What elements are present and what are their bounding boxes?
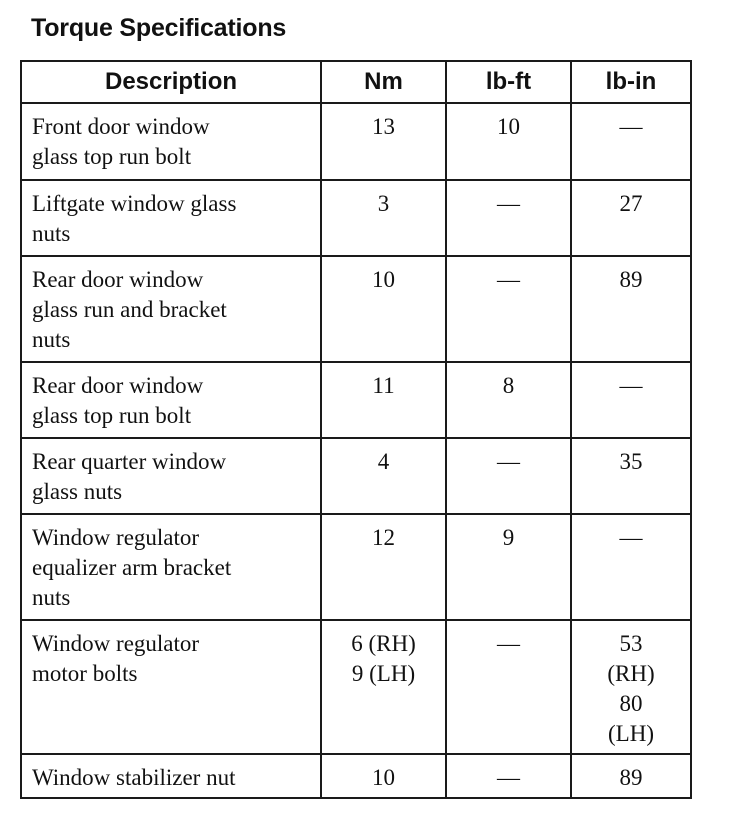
nm-cell: 10 — [321, 754, 446, 798]
table-header-row — [21, 61, 691, 103]
lb-in-cell: — — [571, 103, 691, 180]
lb-ft-cell: 9 — [446, 514, 571, 620]
table-row — [21, 754, 691, 798]
lb-in-cell: 35 — [571, 438, 691, 514]
lb-ft-cell: — — [446, 438, 571, 514]
table-row — [21, 180, 691, 256]
table-row — [21, 438, 691, 514]
nm-cell: 6 (RH) 9 (LH) — [321, 620, 446, 754]
table-row — [21, 103, 691, 180]
lb-ft-cell: — — [446, 620, 571, 754]
column-header-lb-ft: lb-ft — [446, 61, 571, 103]
description-cell: Rear door window glass run and bracket nuts — [21, 256, 321, 362]
nm-cell: 11 — [321, 362, 446, 438]
nm-cell: 12 — [321, 514, 446, 620]
lb-in-cell: — — [571, 514, 691, 620]
torque-specifications-table — [20, 60, 692, 799]
page-title: Torque Specifications — [31, 14, 287, 42]
table-row — [21, 620, 691, 754]
nm-cell: 3 — [321, 180, 446, 256]
table-row — [21, 514, 691, 620]
lb-ft-cell: — — [446, 256, 571, 362]
lb-ft-cell: — — [446, 754, 571, 798]
lb-in-cell: 27 — [571, 180, 691, 256]
column-header-description: Description — [21, 61, 321, 103]
lb-ft-cell: 8 — [446, 362, 571, 438]
table-row — [21, 362, 691, 438]
nm-cell: 13 — [321, 103, 446, 180]
description-cell: Window regulator motor bolts — [21, 620, 321, 754]
lb-in-cell: 89 — [571, 754, 691, 798]
nm-cell: 10 — [321, 256, 446, 362]
description-cell: Rear door window glass top run bolt — [21, 362, 321, 438]
lb-ft-cell: 10 — [446, 103, 571, 180]
description-cell: Window stabilizer nut — [21, 754, 321, 798]
nm-cell: 4 — [321, 438, 446, 514]
lb-ft-cell: — — [446, 180, 571, 256]
lb-in-cell: 53 (RH) 80 (LH) — [571, 620, 691, 754]
description-cell: Front door window glass top run bolt — [21, 103, 321, 180]
description-cell: Liftgate window glass nuts — [21, 180, 321, 256]
lb-in-cell: 89 — [571, 256, 691, 362]
table-row — [21, 256, 691, 362]
description-cell: Rear quarter window glass nuts — [21, 438, 321, 514]
lb-in-cell: — — [571, 362, 691, 438]
description-cell: Window regulator equalizer arm bracket nuts — [21, 514, 321, 620]
column-header-nm: Nm — [321, 61, 446, 103]
column-header-lb-in: lb-in — [571, 61, 691, 103]
